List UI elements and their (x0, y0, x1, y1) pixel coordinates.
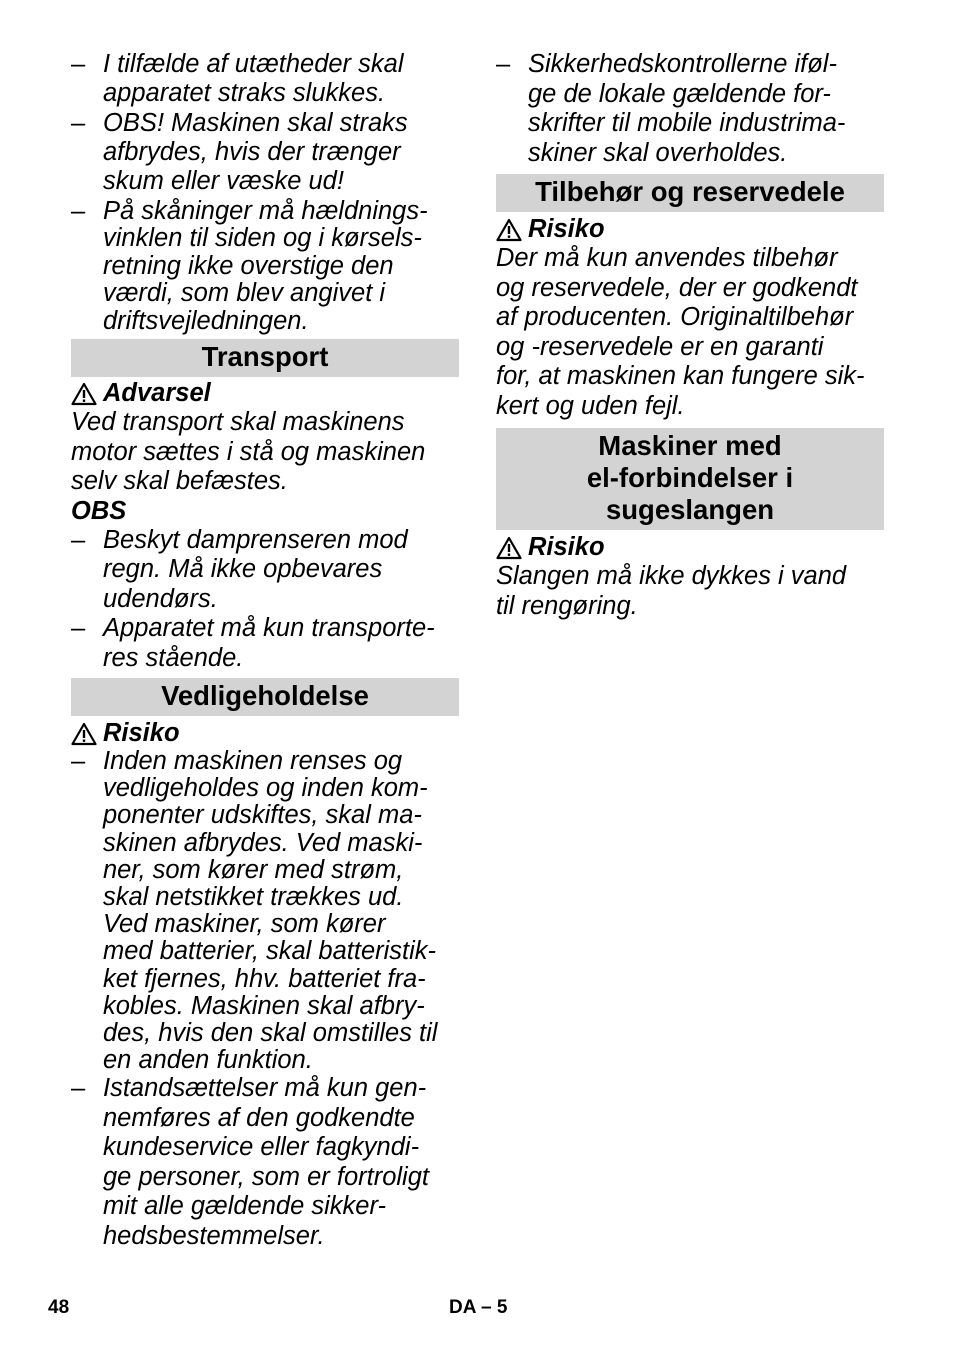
safety-list-left (71, 50, 459, 335)
list-item: – Apparatet må kun transporte- res stående. (71, 614, 435, 672)
transport-warning-text: Ved transport skal maskinens motor sættes i stå og maskinen selv skal befæstes. (71, 408, 426, 496)
list-item: – Beskyt damprenseren mod regn. Må ikke opbevares udendørs. (71, 525, 408, 613)
warning-triangle-icon (71, 722, 97, 746)
warning-triangle-icon (71, 382, 97, 406)
electrical-text: Slangen må ikke dykkes i vand til rengøring. (496, 562, 847, 620)
page-number: 48 (48, 1297, 70, 1318)
list-item: – Istandsættelser må kun gen- nemføres af den godkendte kundeservice eller fagkyndi- ge personer, som er fortroligt mit alle gældende sikker- hedsbestemmelser. (71, 1074, 429, 1250)
list-item: – I tilfælde af utætheder skal apparatet straks slukkes. (71, 50, 404, 107)
warning-label: Risiko (71, 719, 459, 748)
warning-label: Advarsel (71, 379, 459, 408)
page-code: DA – 5 (449, 1297, 508, 1318)
section-heading-accessories: Tilbehør og reservedele (496, 174, 884, 212)
obs-label: OBS (71, 496, 127, 525)
list-item: – Sikkerhedskontrollerne iføl- ge de lokale gældende for- skrifter til mobile industrima- skiner skal overholdes. (496, 50, 846, 167)
warning-label: Risiko (496, 215, 884, 244)
warning-label: Risiko (496, 533, 884, 562)
right-column (496, 50, 884, 621)
warning-triangle-icon (496, 218, 522, 242)
list-item: – Inden maskinen renses og vedligeholdes og inden kom- ponenter udskiftes, skal ma- skinen afbrydes. Ved maski- ner, som kører med strøm, skal netstikket trækkes ud. Ved maskiner, som kører med batterier, skal batteristik- ket fjernes, hhv. batteriet fra- kobles. Maskinen skal afbry- des, hvis den skal omstilles til en anden funktion. (71, 747, 438, 1075)
list-item: – OBS! Maskinen skal straks afbrydes, hvis der trænger skum eller væske ud! (71, 109, 408, 195)
left-column (71, 50, 459, 1251)
warning-triangle-icon (496, 536, 522, 560)
section-heading-maintenance: Vedligeholdelse (71, 678, 459, 716)
section-heading-electrical: Maskiner med el-forbindelser i sugeslangen (496, 428, 884, 530)
accessories-text: Der må kun anvendes tilbehør og reservedele, der er godkendt af producenten. Originaltilbehør og -reservedele er en garanti for, at maskinen kan fungere sik- kert og uden fejl. (496, 244, 865, 420)
list-item: – På skåninger må hældnings- vinklen til siden og i kørsels- retning ikke overstige den værdi, som blev angivet i driftsvejledningen. (71, 197, 428, 335)
section-heading-transport: Transport (71, 339, 459, 377)
